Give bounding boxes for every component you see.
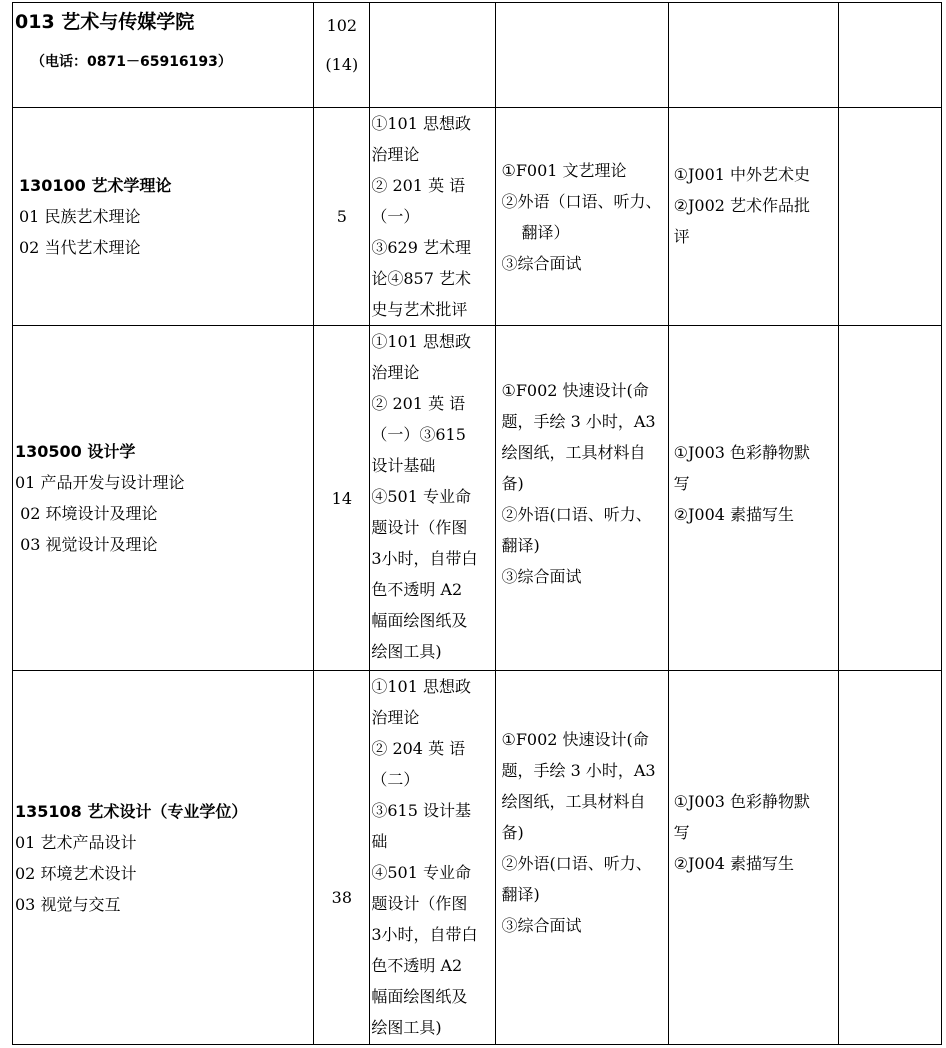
exam-subjects-cell <box>370 671 496 1045</box>
enrollment-table <box>12 2 942 1045</box>
exam-line: ② 204 英 语 <box>371 739 466 758</box>
retest-line: 翻译） <box>521 222 570 242</box>
exam-line: 础 <box>371 832 388 851</box>
quota-cell <box>314 326 370 671</box>
retest-line: 备) <box>501 823 524 842</box>
direction-item: 01 艺术产品设计 <box>15 832 137 852</box>
exam-line: ③629 艺术理 <box>371 238 471 257</box>
addtest-line: ②J004 素描写生 <box>673 504 795 524</box>
department-quota: 102 <box>326 16 358 35</box>
retest-line: ③综合面试 <box>501 916 582 935</box>
direction-item: 02 当代艺术理论 <box>19 238 141 257</box>
retest-cell <box>496 326 668 671</box>
exam-line: 论④857 艺术 <box>371 269 471 288</box>
exam-line: ①101 思想政 <box>371 114 471 133</box>
note-cell <box>838 326 941 671</box>
empty-cell <box>838 3 941 108</box>
exam-line: （一）③615 <box>371 425 466 444</box>
department-phone: （电话：0871－65916193） <box>31 54 232 70</box>
exam-line: ② 201 英 语 <box>371 394 466 413</box>
major-cell <box>13 671 314 1045</box>
addtest-line: ②J004 素描写生 <box>673 854 795 873</box>
quota-cell <box>314 671 370 1045</box>
retest-line: 题，手绘 3 小时，A3 <box>501 761 656 780</box>
retest-line: 题，手绘 3 小时，A3 <box>501 411 656 431</box>
addtest-line: 评 <box>673 227 690 246</box>
retest-line: ①F001 文艺理论 <box>501 160 627 180</box>
exam-line: 3小时，自带白 <box>371 925 478 944</box>
direction-item: 02 环境设计及理论 <box>15 504 158 523</box>
exam-line: 色不透明 A2 <box>371 956 463 975</box>
retest-line: ②外语(口语、听力、 <box>501 504 652 524</box>
exam-line: 治理论 <box>371 145 420 164</box>
exam-line: 治理论 <box>371 708 420 727</box>
retest-line: ②外语(口语、听力、 <box>501 854 652 873</box>
retest-line: 翻译) <box>501 535 540 555</box>
note-cell <box>838 671 941 1045</box>
addtest-line: 写 <box>673 473 690 493</box>
addtest-cell <box>668 108 838 326</box>
direction-item: 03 视觉设计及理论 <box>15 535 158 554</box>
retest-cell <box>496 671 668 1045</box>
exam-line: （一） <box>371 207 420 226</box>
direction-item: 02 环境艺术设计 <box>15 863 137 883</box>
empty-cell <box>668 3 838 108</box>
exam-line: 幅面绘图纸及 <box>371 987 468 1006</box>
retest-line: 绘图纸，工具材料自 <box>501 792 646 811</box>
addtest-line: ①J001 中外艺术史 <box>673 165 811 184</box>
table-row <box>13 326 942 671</box>
exam-subjects-cell <box>370 326 496 671</box>
exam-line: 3小时，自带白 <box>371 549 478 568</box>
department-row <box>13 3 942 108</box>
note-cell <box>838 108 941 326</box>
department-quota-cell <box>314 3 370 108</box>
retest-line: ②外语（口语、听力、 <box>501 191 662 211</box>
major-title: 135108 艺术设计（专业学位） <box>15 801 248 821</box>
addtest-line: ②J002 艺术作品批 <box>673 196 811 215</box>
retest-line: ③综合面试 <box>501 566 582 586</box>
quota-cell <box>314 108 370 326</box>
quota-value: 5 <box>336 207 347 226</box>
exam-line: ①101 思想政 <box>371 677 471 696</box>
major-title: 130500 设计学 <box>15 442 136 461</box>
exam-line: ③615 设计基 <box>371 801 471 820</box>
department-name: 013 艺术与传媒学院 <box>15 11 195 33</box>
quota-value: 38 <box>331 888 353 907</box>
exam-line: ④501 专业命 <box>371 487 471 506</box>
exam-line: 绘图工具) <box>371 1018 442 1037</box>
exam-line: 色不透明 A2 <box>371 580 463 599</box>
exam-line: 绘图工具) <box>371 642 442 661</box>
retest-line: 备) <box>501 473 524 493</box>
exam-line: 题设计（作图 <box>371 894 468 913</box>
major-cell <box>13 326 314 671</box>
retest-line: ③综合面试 <box>501 253 582 273</box>
major-title: 130100 艺术学理论 <box>19 176 172 195</box>
exam-line: 题设计（作图 <box>371 518 468 537</box>
direction-item: 01 产品开发与设计理论 <box>15 473 185 492</box>
direction-item: 01 民族艺术理论 <box>19 207 141 226</box>
exam-line: 幅面绘图纸及 <box>371 611 468 630</box>
department-quota-tuimian: (14) <box>325 55 359 74</box>
retest-cell <box>496 108 668 326</box>
addtest-line: ①J003 色彩静物默 <box>673 792 811 811</box>
exam-line: 史与艺术批评 <box>371 300 468 319</box>
exam-line: ④501 专业命 <box>371 863 471 882</box>
addtest-cell <box>668 326 838 671</box>
empty-cell <box>370 3 496 108</box>
addtest-line: 写 <box>673 823 690 842</box>
exam-line: 设计基础 <box>371 456 436 475</box>
quota-value: 14 <box>331 488 353 508</box>
exam-line: （二） <box>371 770 420 789</box>
table-row <box>13 671 942 1045</box>
major-cell <box>13 108 314 326</box>
direction-item: 03 视觉与交互 <box>15 894 121 914</box>
department-cell <box>13 3 314 108</box>
retest-line: 绘图纸，工具材料自 <box>501 442 646 462</box>
exam-line: ② 201 英 语 <box>371 176 466 195</box>
exam-subjects-cell <box>370 108 496 326</box>
addtest-cell <box>668 671 838 1045</box>
exam-line: 治理论 <box>371 363 420 382</box>
retest-line: 翻译) <box>501 885 540 904</box>
retest-line: ①F002 快速设计(命 <box>501 380 649 400</box>
addtest-line: ①J003 色彩静物默 <box>673 442 811 462</box>
empty-cell <box>496 3 668 108</box>
exam-line: ①101 思想政 <box>371 332 471 351</box>
retest-line: ①F002 快速设计(命 <box>501 730 649 749</box>
table-row <box>13 108 942 326</box>
